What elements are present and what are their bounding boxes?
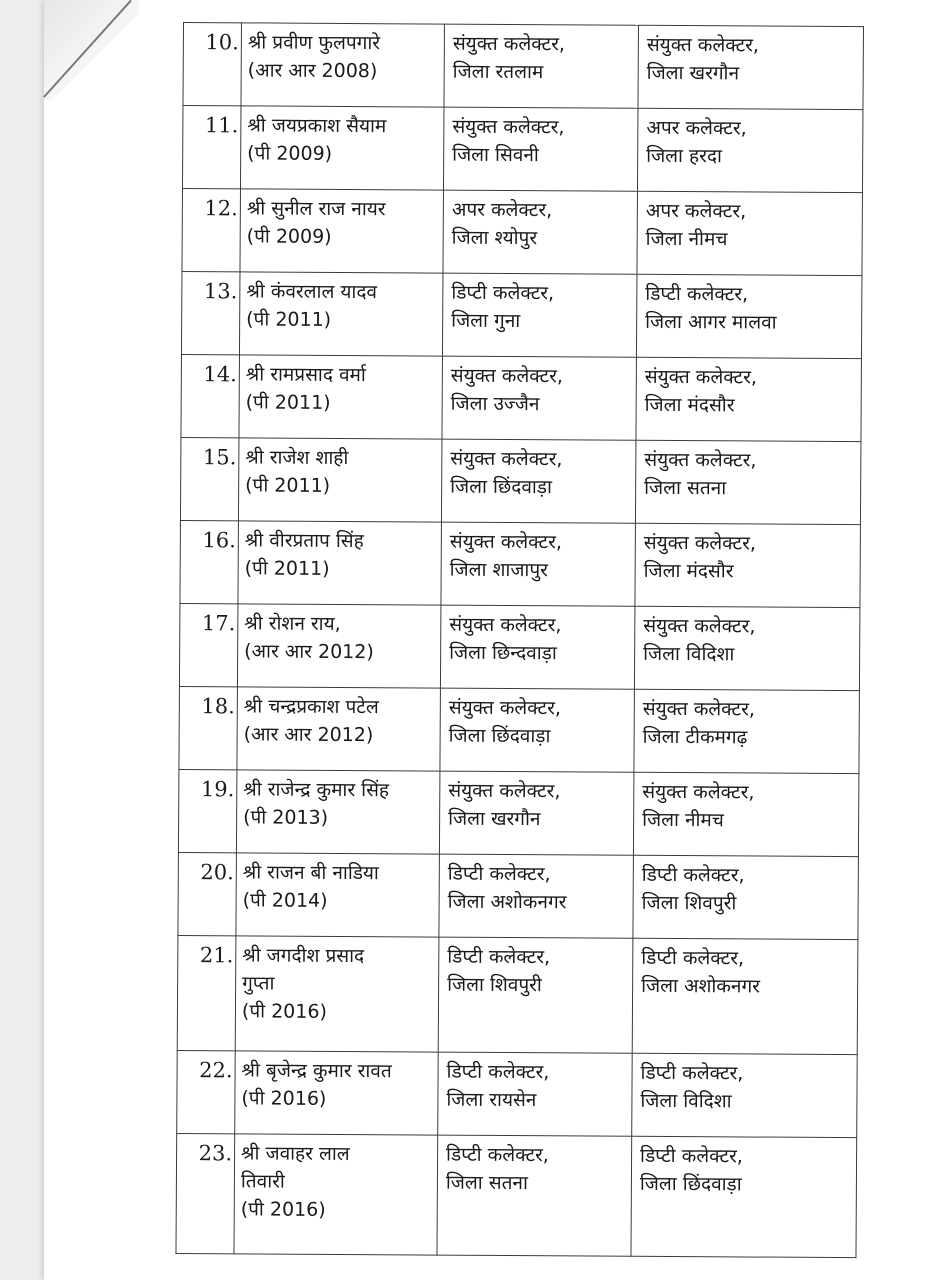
- serial-number-cell: 23.: [176, 1133, 235, 1253]
- officer-name-cell: श्री बृजेन्द्र कुमार रावत (पी 2016): [235, 1051, 439, 1135]
- table-row: [181, 354, 861, 441]
- new-posting-cell: संयुक्त कलेक्टर, जिला मंदसौर: [635, 523, 861, 607]
- table-row: [178, 769, 858, 856]
- serial-number-cell: 14.: [181, 354, 240, 437]
- transfer-table: [175, 22, 864, 1258]
- officer-name-cell: श्री जवाहर लाल तिवारी (पी 2016): [234, 1134, 438, 1255]
- serial-number-cell: 20.: [178, 852, 237, 935]
- current-posting-cell: डिप्टी कलेक्टर, जिला अशोकनगर: [439, 854, 634, 938]
- current-posting-cell: अपर कलेक्टर, जिला श्योपुर: [443, 190, 638, 274]
- officer-name-cell: श्री वीरप्रताप सिंह (पी 2011): [238, 521, 442, 605]
- current-posting-cell: डिप्टी कलेक्टर, जिला सतना: [437, 1135, 632, 1256]
- officer-name-cell: श्री राजेश शाही (पी 2011): [238, 438, 442, 522]
- table-row: [177, 1050, 857, 1137]
- current-posting-cell: संयुक्त कलेक्टर, जिला छिंदवाड़ा: [440, 688, 635, 772]
- new-posting-cell: डिप्टी कलेक्टर, जिला छिंदवाड़ा: [631, 1136, 857, 1257]
- table-row: [181, 271, 861, 358]
- serial-number-cell: 19.: [178, 769, 237, 852]
- current-posting-cell: डिप्टी कलेक्टर, जिला गुना: [442, 273, 637, 357]
- table-row: [180, 520, 860, 607]
- officer-name-cell: श्री रामप्रसाद वर्मा (पी 2011): [239, 355, 443, 439]
- new-posting-cell: संयुक्त कलेक्टर, जिला नीमच: [633, 772, 859, 856]
- table-row: [183, 23, 863, 110]
- new-posting-cell: संयुक्त कलेक्टर, जिला सतना: [635, 440, 861, 524]
- serial-number-cell: 16.: [180, 520, 239, 603]
- current-posting-cell: संयुक्त कलेक्टर, जिला शाजापुर: [441, 522, 636, 606]
- officer-name-cell: श्री प्रवीण फुलपगारे (आर आर 2008): [241, 23, 445, 107]
- officer-name-cell: श्री जयप्रकाश सैयाम (पी 2009): [240, 106, 444, 190]
- serial-number-cell: 10.: [183, 23, 242, 106]
- table-row: [182, 188, 862, 275]
- new-posting-cell: डिप्टी कलेक्टर, जिला आगर मालवा: [636, 274, 862, 358]
- serial-number-cell: 13.: [181, 271, 240, 354]
- table-row: [177, 935, 858, 1054]
- serial-number-cell: 15.: [180, 437, 239, 520]
- new-posting-cell: डिप्टी कलेक्टर, जिला शिवपुरी: [633, 855, 859, 939]
- serial-number-cell: 18.: [179, 686, 238, 769]
- new-posting-cell: डिप्टी कलेक्टर, जिला विदिशा: [632, 1053, 858, 1137]
- new-posting-cell: संयुक्त कलेक्टर, जिला मंदसौर: [636, 357, 862, 441]
- officer-name-cell: श्री कंवरलाल यादव (पी 2011): [239, 272, 443, 356]
- current-posting-cell: संयुक्त कलेक्टर, जिला छिंदवाड़ा: [441, 439, 636, 523]
- table-row: [176, 1133, 857, 1257]
- officer-name-cell: श्री राजन बी नाडिया (पी 2014): [236, 853, 440, 937]
- current-posting-cell: संयुक्त कलेक्टर, जिला उज्जैन: [442, 356, 637, 440]
- current-posting-cell: संयुक्त कलेक्टर, जिला रतलाम: [444, 24, 639, 108]
- new-posting-cell: डिप्टी कलेक्टर, जिला अशोकनगर: [632, 938, 858, 1054]
- table-row: [180, 437, 860, 524]
- table-row: [179, 686, 859, 773]
- officer-name-cell: श्री सुनील राज नायर (पी 2009): [240, 189, 444, 273]
- transfer-table-body: [176, 23, 864, 1258]
- serial-number-cell: 11.: [182, 106, 241, 189]
- serial-number-cell: 17.: [179, 603, 238, 686]
- current-posting-cell: संयुक्त कलेक्टर, जिला सिवनी: [443, 107, 638, 191]
- officer-name-cell: श्री जगदीश प्रसाद गुप्ता (पी 2016): [235, 936, 439, 1052]
- serial-number-cell: 21.: [177, 935, 236, 1050]
- new-posting-cell: संयुक्त कलेक्टर, जिला विदिशा: [634, 606, 860, 690]
- serial-number-cell: 22.: [177, 1050, 236, 1133]
- officer-name-cell: श्री रोशन राय, (आर आर 2012): [237, 604, 441, 688]
- new-posting-cell: अपर कलेक्टर, जिला नीमच: [637, 191, 863, 275]
- current-posting-cell: डिप्टी कलेक्टर, जिला शिवपुरी: [438, 937, 633, 1053]
- current-posting-cell: संयुक्त कलेक्टर, जिला छिन्दवाड़ा: [440, 605, 635, 689]
- table-row: [182, 106, 862, 193]
- table-row: [179, 603, 859, 690]
- new-posting-cell: अपर कलेक्टर, जिला हरदा: [637, 108, 863, 192]
- current-posting-cell: संयुक्त कलेक्टर, जिला खरगौन: [439, 771, 634, 855]
- new-posting-cell: संयुक्त कलेक्टर, जिला टीकमगढ़: [634, 689, 860, 773]
- officer-name-cell: श्री चन्द्रप्रकाश पटेल (आर आर 2012): [237, 687, 441, 771]
- serial-number-cell: 12.: [182, 188, 241, 271]
- table-row: [178, 852, 858, 939]
- new-posting-cell: संयुक्त कलेक्टर, जिला खरगौन: [638, 25, 864, 109]
- current-posting-cell: डिप्टी कलेक्टर, जिला रायसेन: [438, 1052, 633, 1136]
- officer-name-cell: श्री राजेन्द्र कुमार सिंह (पी 2013): [236, 770, 440, 854]
- page-fold-corner: [44, 0, 139, 100]
